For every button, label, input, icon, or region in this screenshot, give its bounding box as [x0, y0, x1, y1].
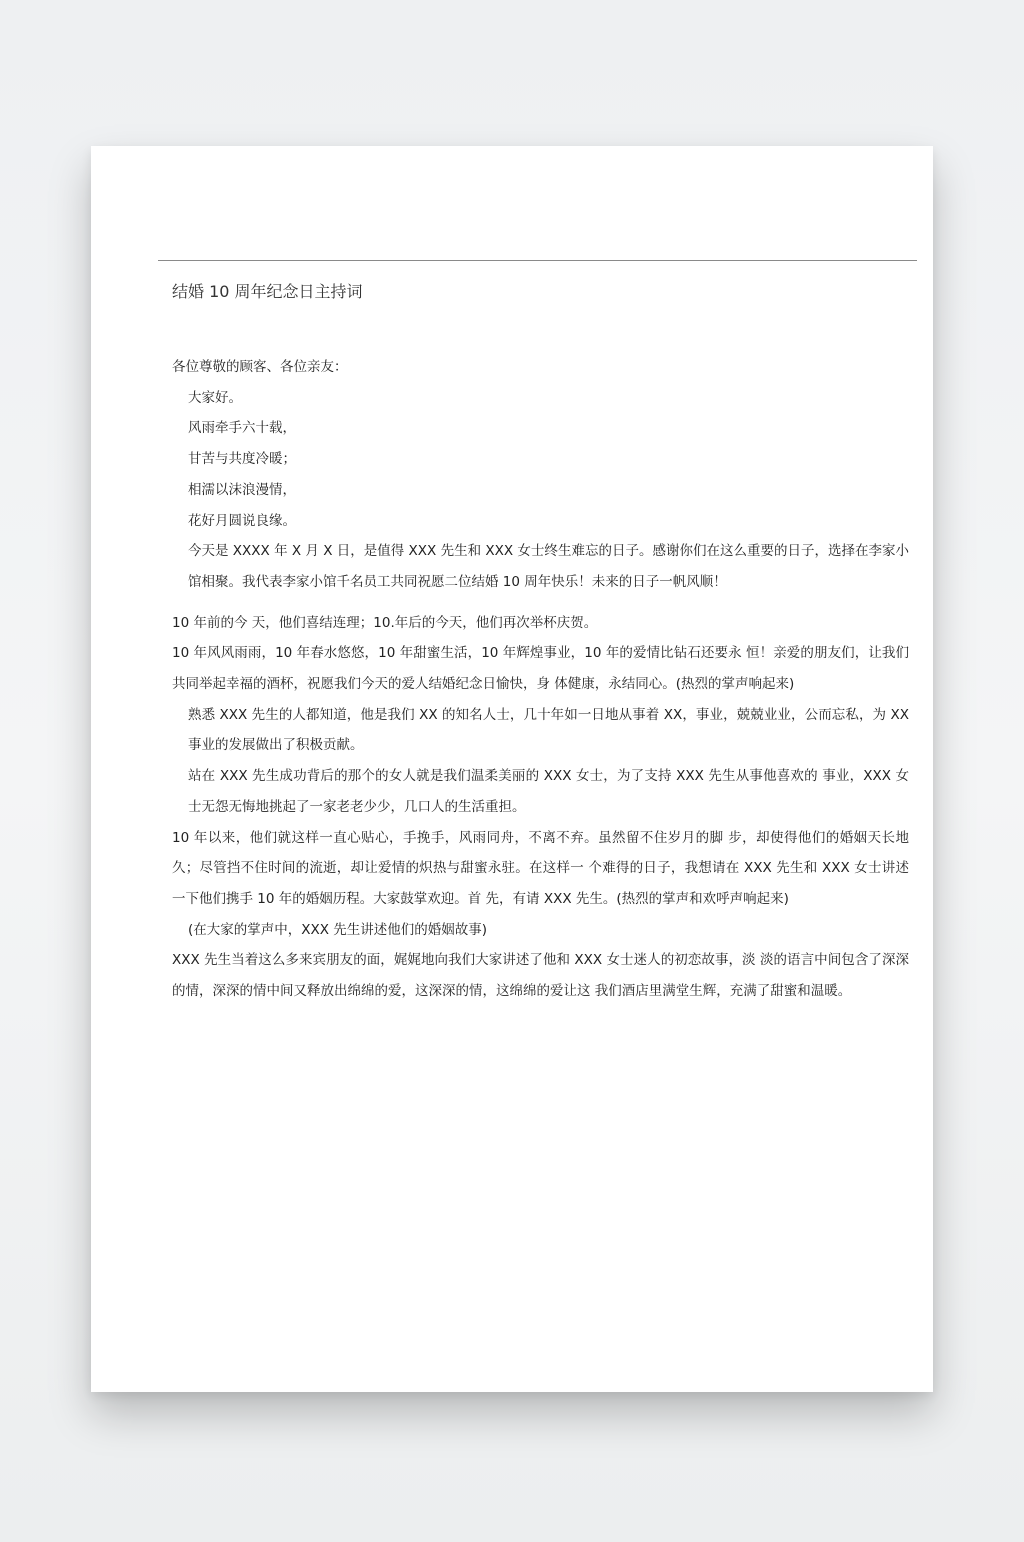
paragraph: XXX 先生当着这么多来宾朋友的面，娓娓地向我们大家讲述了他和 XXX 女士迷人的初恋故事，淡 淡的语言中间包含了深深的情，深深的情中间又释放出绵绵的爱，这深深的情，这绵绵的爱让这 我们酒店里满堂生辉，充满了甜蜜和温暖。	[172, 952, 909, 1000]
paragraph: 熟悉 XXX 先生的人都知道，他是我们 XX 的知名人士，几十年如一日地从事着 XX，事业，兢兢业业，公而忘私，为 XX 事业的发展做出了积极贡献。	[188, 706, 909, 754]
header-rule	[158, 260, 917, 261]
paragraph-hello: 大家好。	[188, 389, 242, 406]
paragraph-stage-direction: (在大家的掌声中，XXX 先生讲述他们的婚姻故事)	[188, 921, 488, 938]
poem-line: 风雨牵手六十载，	[188, 420, 296, 437]
poem-line: 相濡以沫浪漫情，	[188, 481, 296, 498]
paragraph-greeting: 各位尊敬的顾客、各位亲友：	[172, 359, 348, 375]
paragraph: 今天是 XXXX 年 X 月 X 日，是值得 XXX 先生和 XXX 女士终生难忘的日子。感谢你们在这么重要的日子，选择在李家小馆相聚。我代表李家小馆千名员工共同祝愿二位结婚 10 周年快乐！未来的日子一帆风顺！	[188, 543, 909, 590]
poem-line: 花好月圆说良缘。	[188, 512, 296, 529]
document-body	[172, 352, 909, 1007]
document-title: 结婚 10 周年纪念日主持词	[172, 282, 363, 301]
paragraph: 10 年前的今 天，他们喜结连理；10.年后的今天，他们再次举杯庆贺。	[172, 614, 598, 631]
paragraph: 10 年风风雨雨，10 年春水悠悠，10 年甜蜜生活，10 年辉煌事业，10 年的爱情比钻石还要永 恒！亲爱的朋友们，让我们共同举起幸福的酒杯，祝愿我们今天的爱人结婚纪念日愉快，身 体健康，永结同心。(热烈的掌声响起来)	[172, 645, 909, 693]
paragraph: 10 年以来，他们就这样一直心贴心，手挽手，风雨同舟，不离不弃。虽然留不住岁月的脚 步，却使得他们的婚姻天长地久；尽管挡不住时间的流逝，却让爱情的炽热与甜蜜永驻。在这样一 个难得的日子，我想请在 XXX 先生和 XXX 女士讲述一下他们携手 10 年的婚姻历程。大家鼓掌欢迎。首 先，有请 XXX 先生。(热烈的掌声和欢呼声响起来)	[172, 829, 909, 907]
paragraph: 站在 XXX 先生成功背后的那个的女人就是我们温柔美丽的 XXX 女士，为了支持 XXX 先生从事他喜欢的 事业，XXX 女士无怨无悔地挑起了一家老老少少，几口人的生活重担。	[188, 768, 909, 815]
poem-line: 甘苦与共度冷暖；	[188, 451, 296, 468]
document-page	[91, 146, 933, 1392]
